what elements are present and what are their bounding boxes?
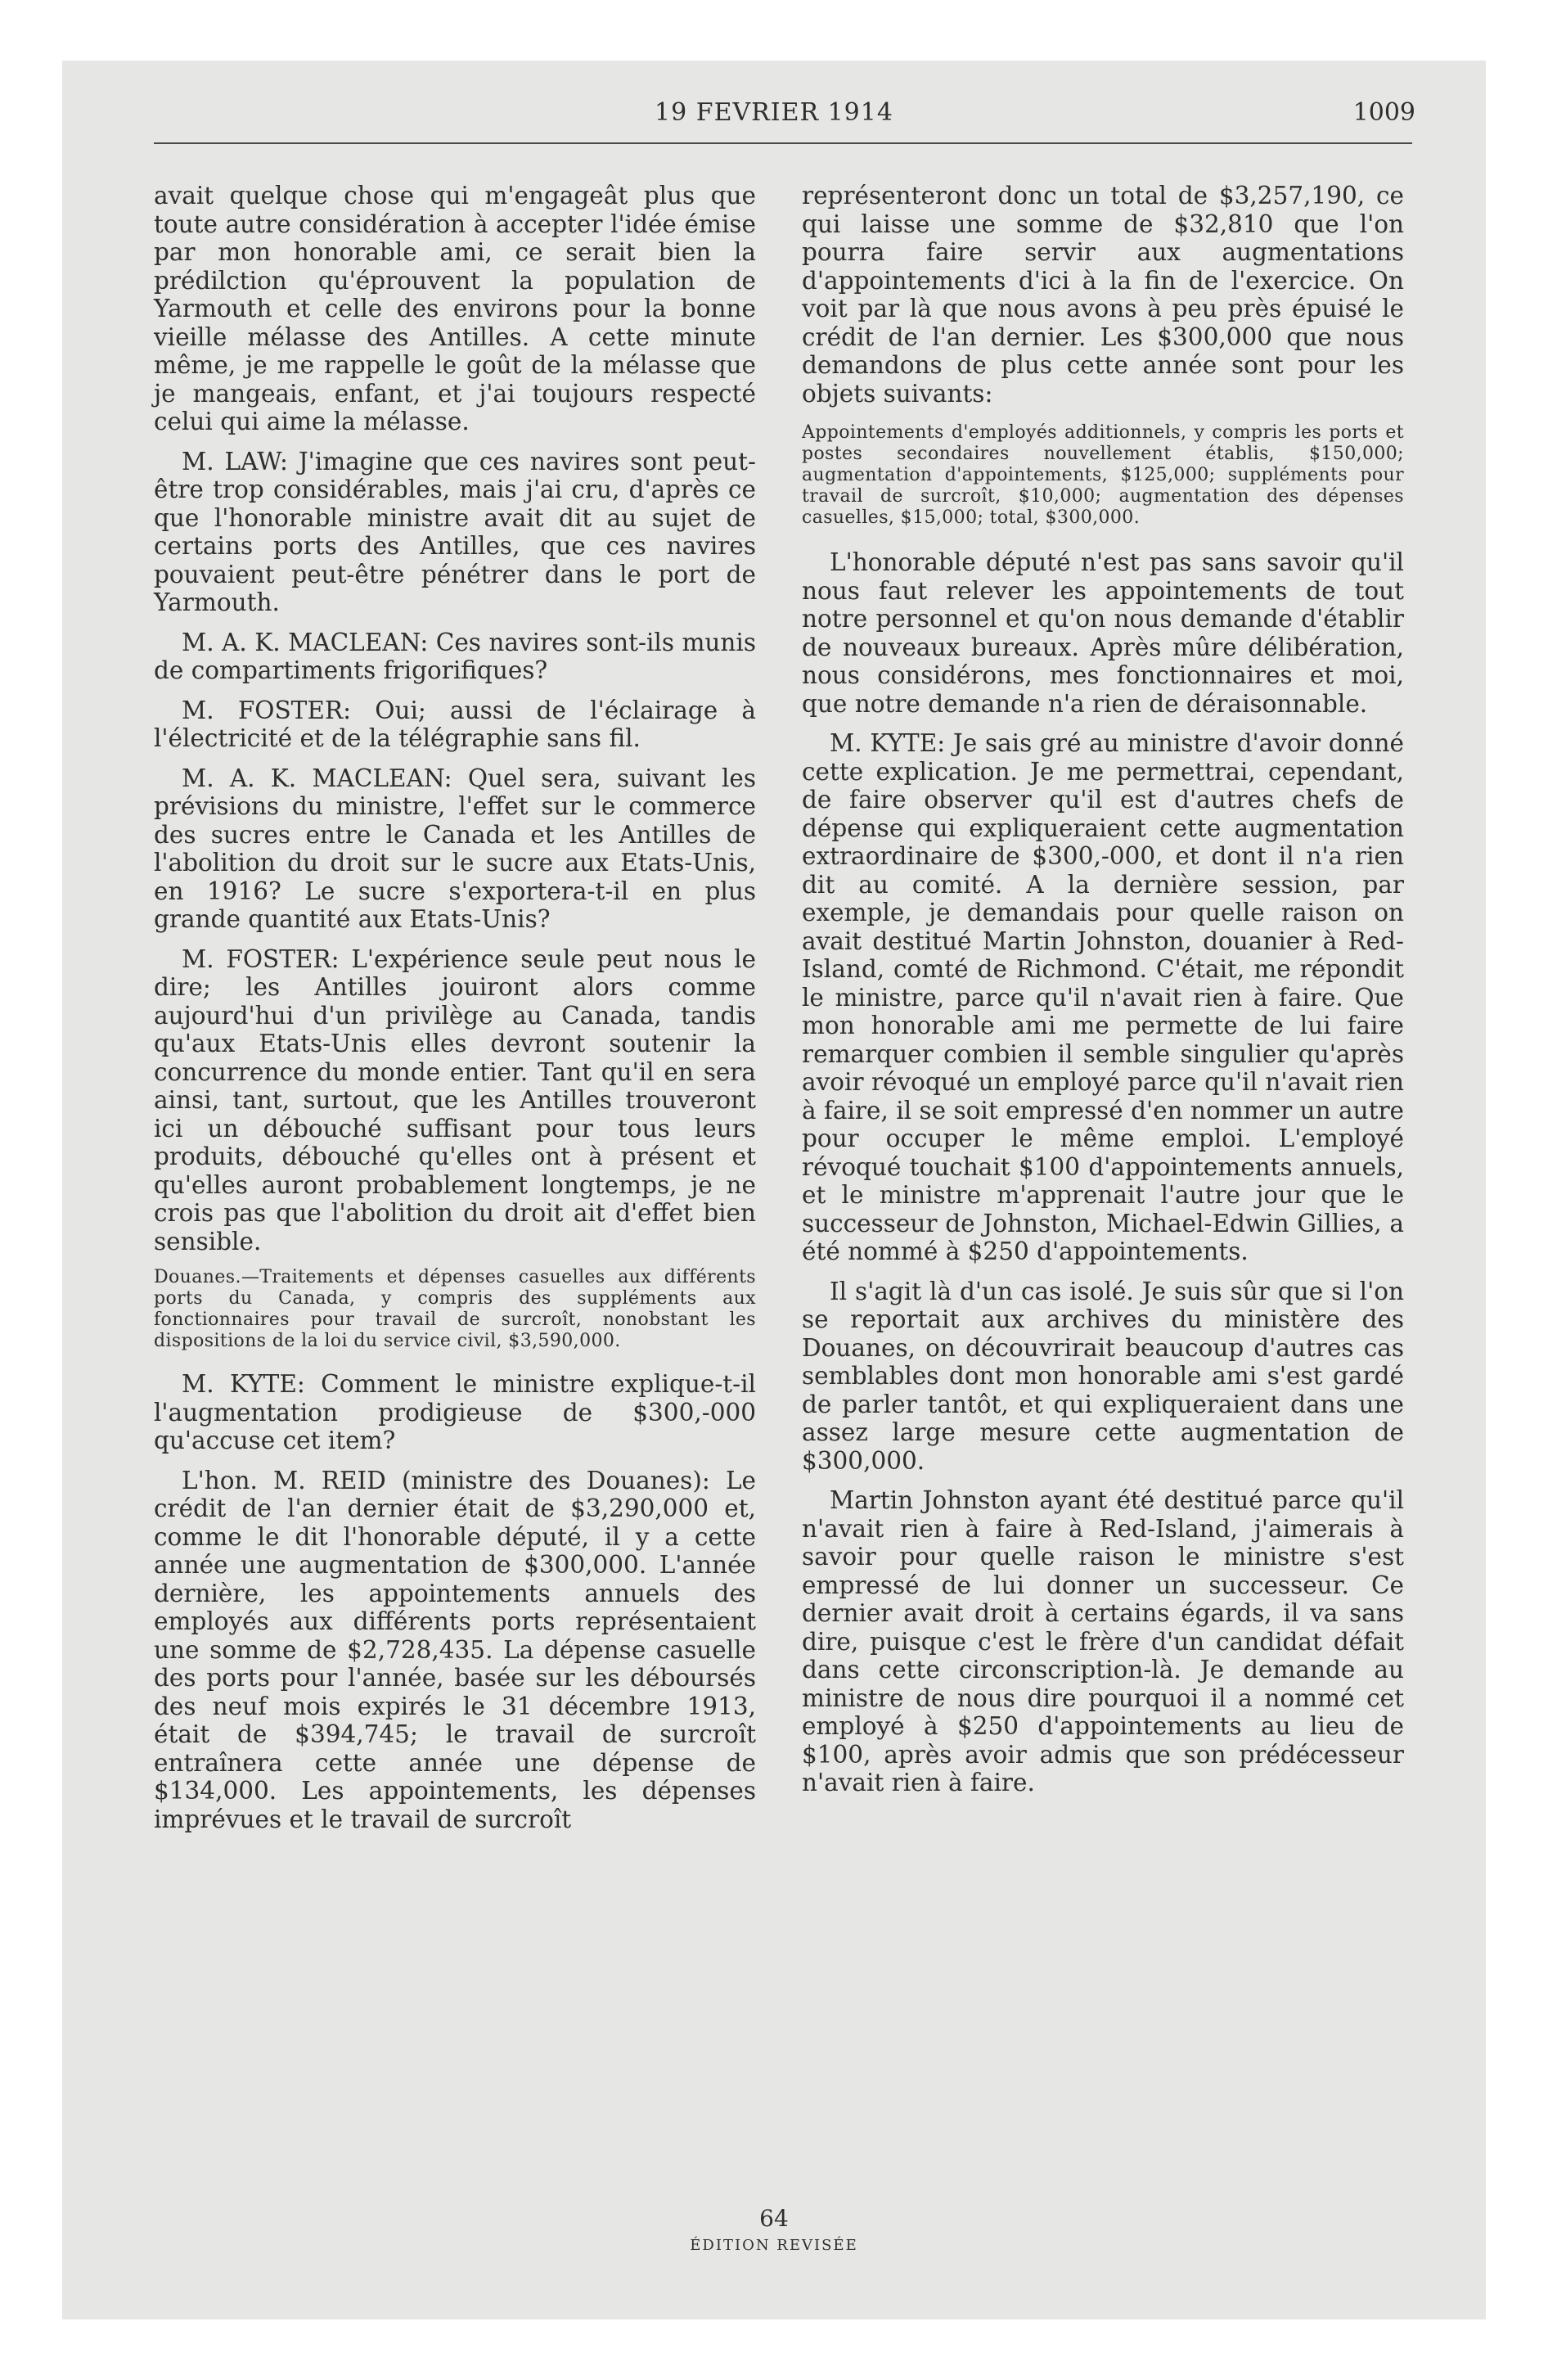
paragraph: L'hon. M. REID (ministre des Douanes): Le crédit de l'an dernier était de $3,290,000 et, comme le dit l'honorable député, il y a cette année une augmentation de $300,000. L'année dernière, les appointements annuels des employés aux différents ports représentaient une somme de $2,728,435. La dépense casuelle des ports pour l'année, basée sur les déboursés des neuf mois expirés le 31 décembre 1913, était de $394,745; le travail de surcroît entraînera cette année une dépense de $134,000. Les appointements, les dépenses imprévues et le travail de surcroît: [154, 1466, 756, 1833]
paragraph: avait quelque chose qui m'engageât plus que toute autre considération à accepter l'idée émise par mon honorable ami, ce serait bien la prédilction qu'éprouvent la population de Yarmouth et celle des environs pour la bonne vieille mélasse des Antilles. A cette minute même, je me rappelle le goût de la mélasse que je mangeais, enfant, et j'ai toujours respecté celui qui aime la mélasse.: [154, 182, 756, 435]
header-date: 19 FEVRIER 1914: [655, 98, 893, 127]
right-column: [802, 182, 1404, 1809]
left-column: [154, 182, 756, 1845]
page-header: [62, 98, 1486, 139]
paragraph: représenteront donc un total de $3,257,190, ce qui laisse une somme de $32,810 que l'on pourra faire servir aux augmentations d'appointements d'ici à la fin de l'exercice. On voit par là que nous avons à peu près épuisé le crédit de l'an dernier. Les $300,000 que nous demandons de plus cette année sont pour les objets suivants:: [802, 182, 1404, 408]
paragraph: Martin Johnston ayant été destitué parce qu'il n'avait rien à faire à Red-Island, j'aimerais à savoir pour quelle raison le ministre s'est empressé de lui donner un successeur. Ce dernier avait droit à certains égards, il va sans dire, puisque c'est le frère d'un candidat défait dans cette circonscription-là. Je demande au ministre de nous dire pourquoi il a nommé cet employé à $250 d'appointements au lieu de $100, après avoir admis que son prédécesseur n'avait rien à faire.: [802, 1486, 1404, 1796]
itemized-breakdown: Appointements d'employés additionnels, y compris les ports et postes secondaires nouvellement établis, $150,000; augmentation d'appointements, $125,000; suppléments pour travail de surcroît, $10,000; augmentation des dépenses casuelles, $15,000; total, $300,000.: [802, 422, 1404, 528]
paragraph: M. FOSTER: Oui; aussi de l'éclairage à l'électricité et de la télégraphie sans fil.: [154, 696, 756, 752]
document-page: [62, 61, 1486, 2319]
paragraph: Il s'agit là d'un cas isolé. Je suis sûr que si l'on se reportait aux archives du ministère des Douanes, on découvrirait beaucoup d'autres cas semblables dont mon honorable ami s'est gardé de parler tantôt, et qui expliqueraient dans une assez large mesure cette augmentation de $300,000.: [802, 1277, 1404, 1475]
paragraph: M. A. K. MACLEAN: Quel sera, suivant les prévisions du ministre, l'effet sur le commerce des sucres entre le Canada et les Antilles de l'abolition du droit sur le sucre aux Etats-Unis, en 1916? Le sucre s'exportera-t-il en plus grande quantité aux Etats-Unis?: [154, 764, 756, 933]
paragraph: L'honorable député n'est pas sans savoir qu'il nous faut relever les appointements de tout notre personnel et qu'on nous demande d'établir de nouveaux bureaux. Après mûre délibération, nous considérons, mes fonctionnaires et moi, que notre demande n'a rien de déraisonnable.: [802, 548, 1404, 718]
paragraph: M. KYTE: Je sais gré au ministre d'avoir donné cette explication. Je me permettrai, cependant, de faire observer qu'il est d'autres chefs de dépense qui expliqueraient cette augmentation extraordinaire de $300,-000, et dont il n'a rien dit au comité. A la dernière session, par exemple, je demandais pour quelle raison on avait destitué Martin Johnston, douanier à Red-Island, comté de Richmond. C'était, me répondit le ministre, parce qu'il n'avait rien à faire. Que mon honorable ami me permette de lui faire remarquer combien il semble singulier qu'après avoir révoqué un employé parce qu'il n'avait rien à faire, il se soit empressé d'en nommer un autre pour occuper le même emploi. L'employé révoqué touchait $100 d'appointements annuels, et le ministre m'apprenait l'autre jour que le successeur de Johnston, Michael-Edwin Gillies, a été nommé à $250 d'appointements.: [802, 729, 1404, 1265]
page-footer: [62, 2205, 1486, 2254]
paragraph: M. LAW: J'imagine que ces navires sont peut-être trop considérables, mais j'ai cru, d'après ce que l'honorable ministre avait dit au sujet de certains ports des Antilles, que ces navires pouvaient peut-être pénétrer dans le port de Yarmouth.: [154, 447, 756, 616]
footer-edition: ÉDITION REVISÉE: [690, 2237, 858, 2254]
budget-item: Douanes.—Traitements et dépenses casuelles aux différents ports du Canada, y compris des suppléments aux fonctionnaires pour travail de surcroît, nonobstant les dispositions de la loi du service civil, $3,590,000.: [154, 1267, 756, 1351]
footer-number: 64: [759, 2205, 789, 2232]
header-page-number: 1009: [1352, 98, 1415, 127]
paragraph: M. A. K. MACLEAN: Ces navires sont-ils munis de compartiments frigorifiques?: [154, 628, 756, 684]
header-rule: [154, 142, 1412, 144]
paragraph: M. FOSTER: L'expérience seule peut nous le dire; les Antilles jouiront alors comme aujourd'hui d'un privilège au Canada, tandis qu'aux Etats-Unis elles devront soutenir la concurrence du monde entier. Tant qu'il en sera ainsi, tant, surtout, que les Antilles trouveront ici un débouché suffisant pour tous leurs produits, débouché qu'elles ont à présent et qu'elles auront probablement longtemps, je ne crois pas que l'abolition du droit ait d'effet bien sensible.: [154, 944, 756, 1255]
paragraph: M. KYTE: Comment le ministre explique-t-il l'augmentation prodigieuse de $300,-000 qu'accuse cet item?: [154, 1370, 756, 1454]
